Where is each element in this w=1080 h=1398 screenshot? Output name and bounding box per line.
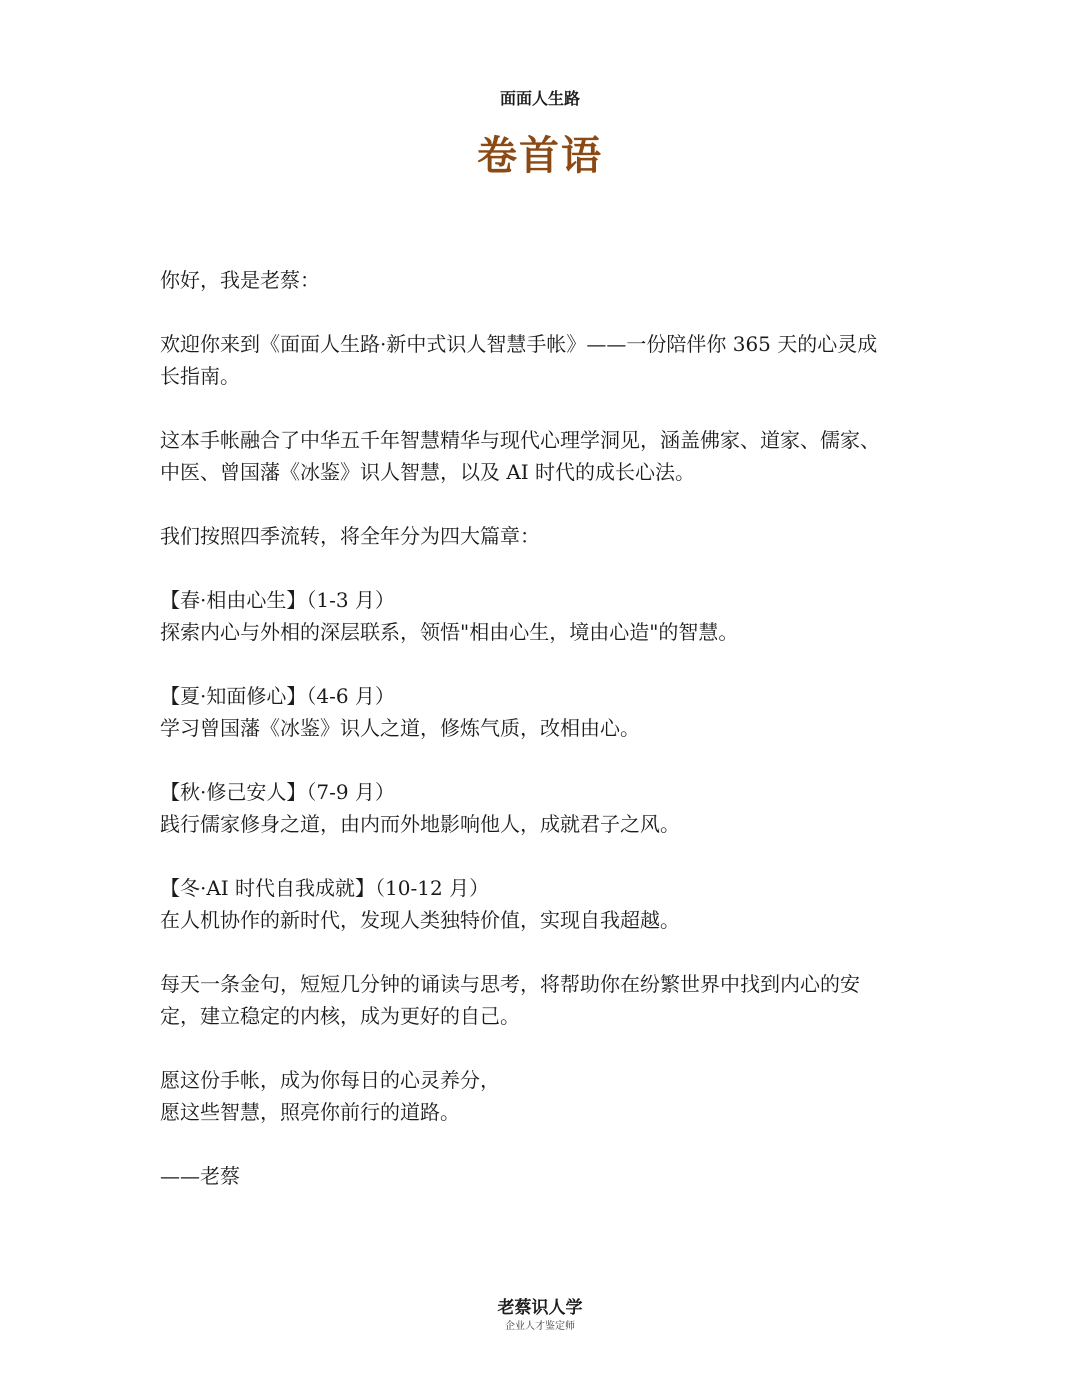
chapter-desc: 探索内心与外相的深层联系，领悟"相由心生，境由心造"的智慧。 [160,620,739,644]
footer-brand-subtitle: 企业人才鉴定师 [505,1321,575,1332]
daily-line-1: 每天一条金句，短短几分钟的诵读与思考，将帮助你在纷繁世界中找到内心的安 [160,972,860,996]
chapter-summer [160,680,930,744]
daily-paragraph [160,968,930,1032]
chapter-desc: 学习曾国藩《冰鉴》识人之道，修炼气质，改相由心。 [160,716,640,740]
content-paragraph [160,424,930,488]
daily-line-2: 定，建立稳定的内核，成为更好的自己。 [160,1004,520,1028]
intro-line-1: 欢迎你来到《面面人生路·新中式识人智慧手帐》——一份陪伴你 365 天的心灵成 [160,332,878,356]
chapter-desc: 践行儒家修身之道，由内而外地影响他人，成就君子之风。 [160,812,680,836]
content-line-2: 中医、曾国藩《冰鉴》识人智慧，以及 AI 时代的成长心法。 [160,460,696,484]
content-line-1: 这本手帐融合了中华五千年智慧精华与现代心理学洞见，涵盖佛家、道家、儒家、 [160,428,880,452]
chapter-title: 【夏·知面修心】（4-6 月） [160,684,395,708]
preface-body [160,264,930,1192]
page-footer [0,1296,1080,1334]
chapter-winter [160,872,930,936]
chapter-title: 【秋·修己安人】（7-9 月） [160,780,395,804]
chapter-title: 【春·相由心生】（1-3 月） [160,588,395,612]
signature: ——老蔡 [160,1164,240,1188]
wish-paragraph [160,1064,930,1128]
chapter-spring [160,584,930,648]
structure-paragraph: 我们按照四季流转，将全年分为四大篇章： [160,524,540,548]
chapter-autumn [160,776,930,840]
page-title: 卷首语 [477,133,603,179]
intro-line-2: 长指南。 [160,364,240,388]
intro-paragraph [160,328,930,392]
wish-line-2: 愿这些智慧，照亮你前行的道路。 [160,1100,460,1124]
chapter-desc: 在人机协作的新时代，发现人类独特价值，实现自我超越。 [160,908,680,932]
running-header: 面面人生路 [499,89,580,108]
greeting: 你好，我是老蔡： [160,268,320,292]
wish-line-1: 愿这份手帐，成为你每日的心灵养分， [160,1068,500,1092]
footer-brand-name: 老蔡识人学 [497,1298,583,1318]
chapter-title: 【冬·AI 时代自我成就】（10-12 月） [160,876,490,900]
